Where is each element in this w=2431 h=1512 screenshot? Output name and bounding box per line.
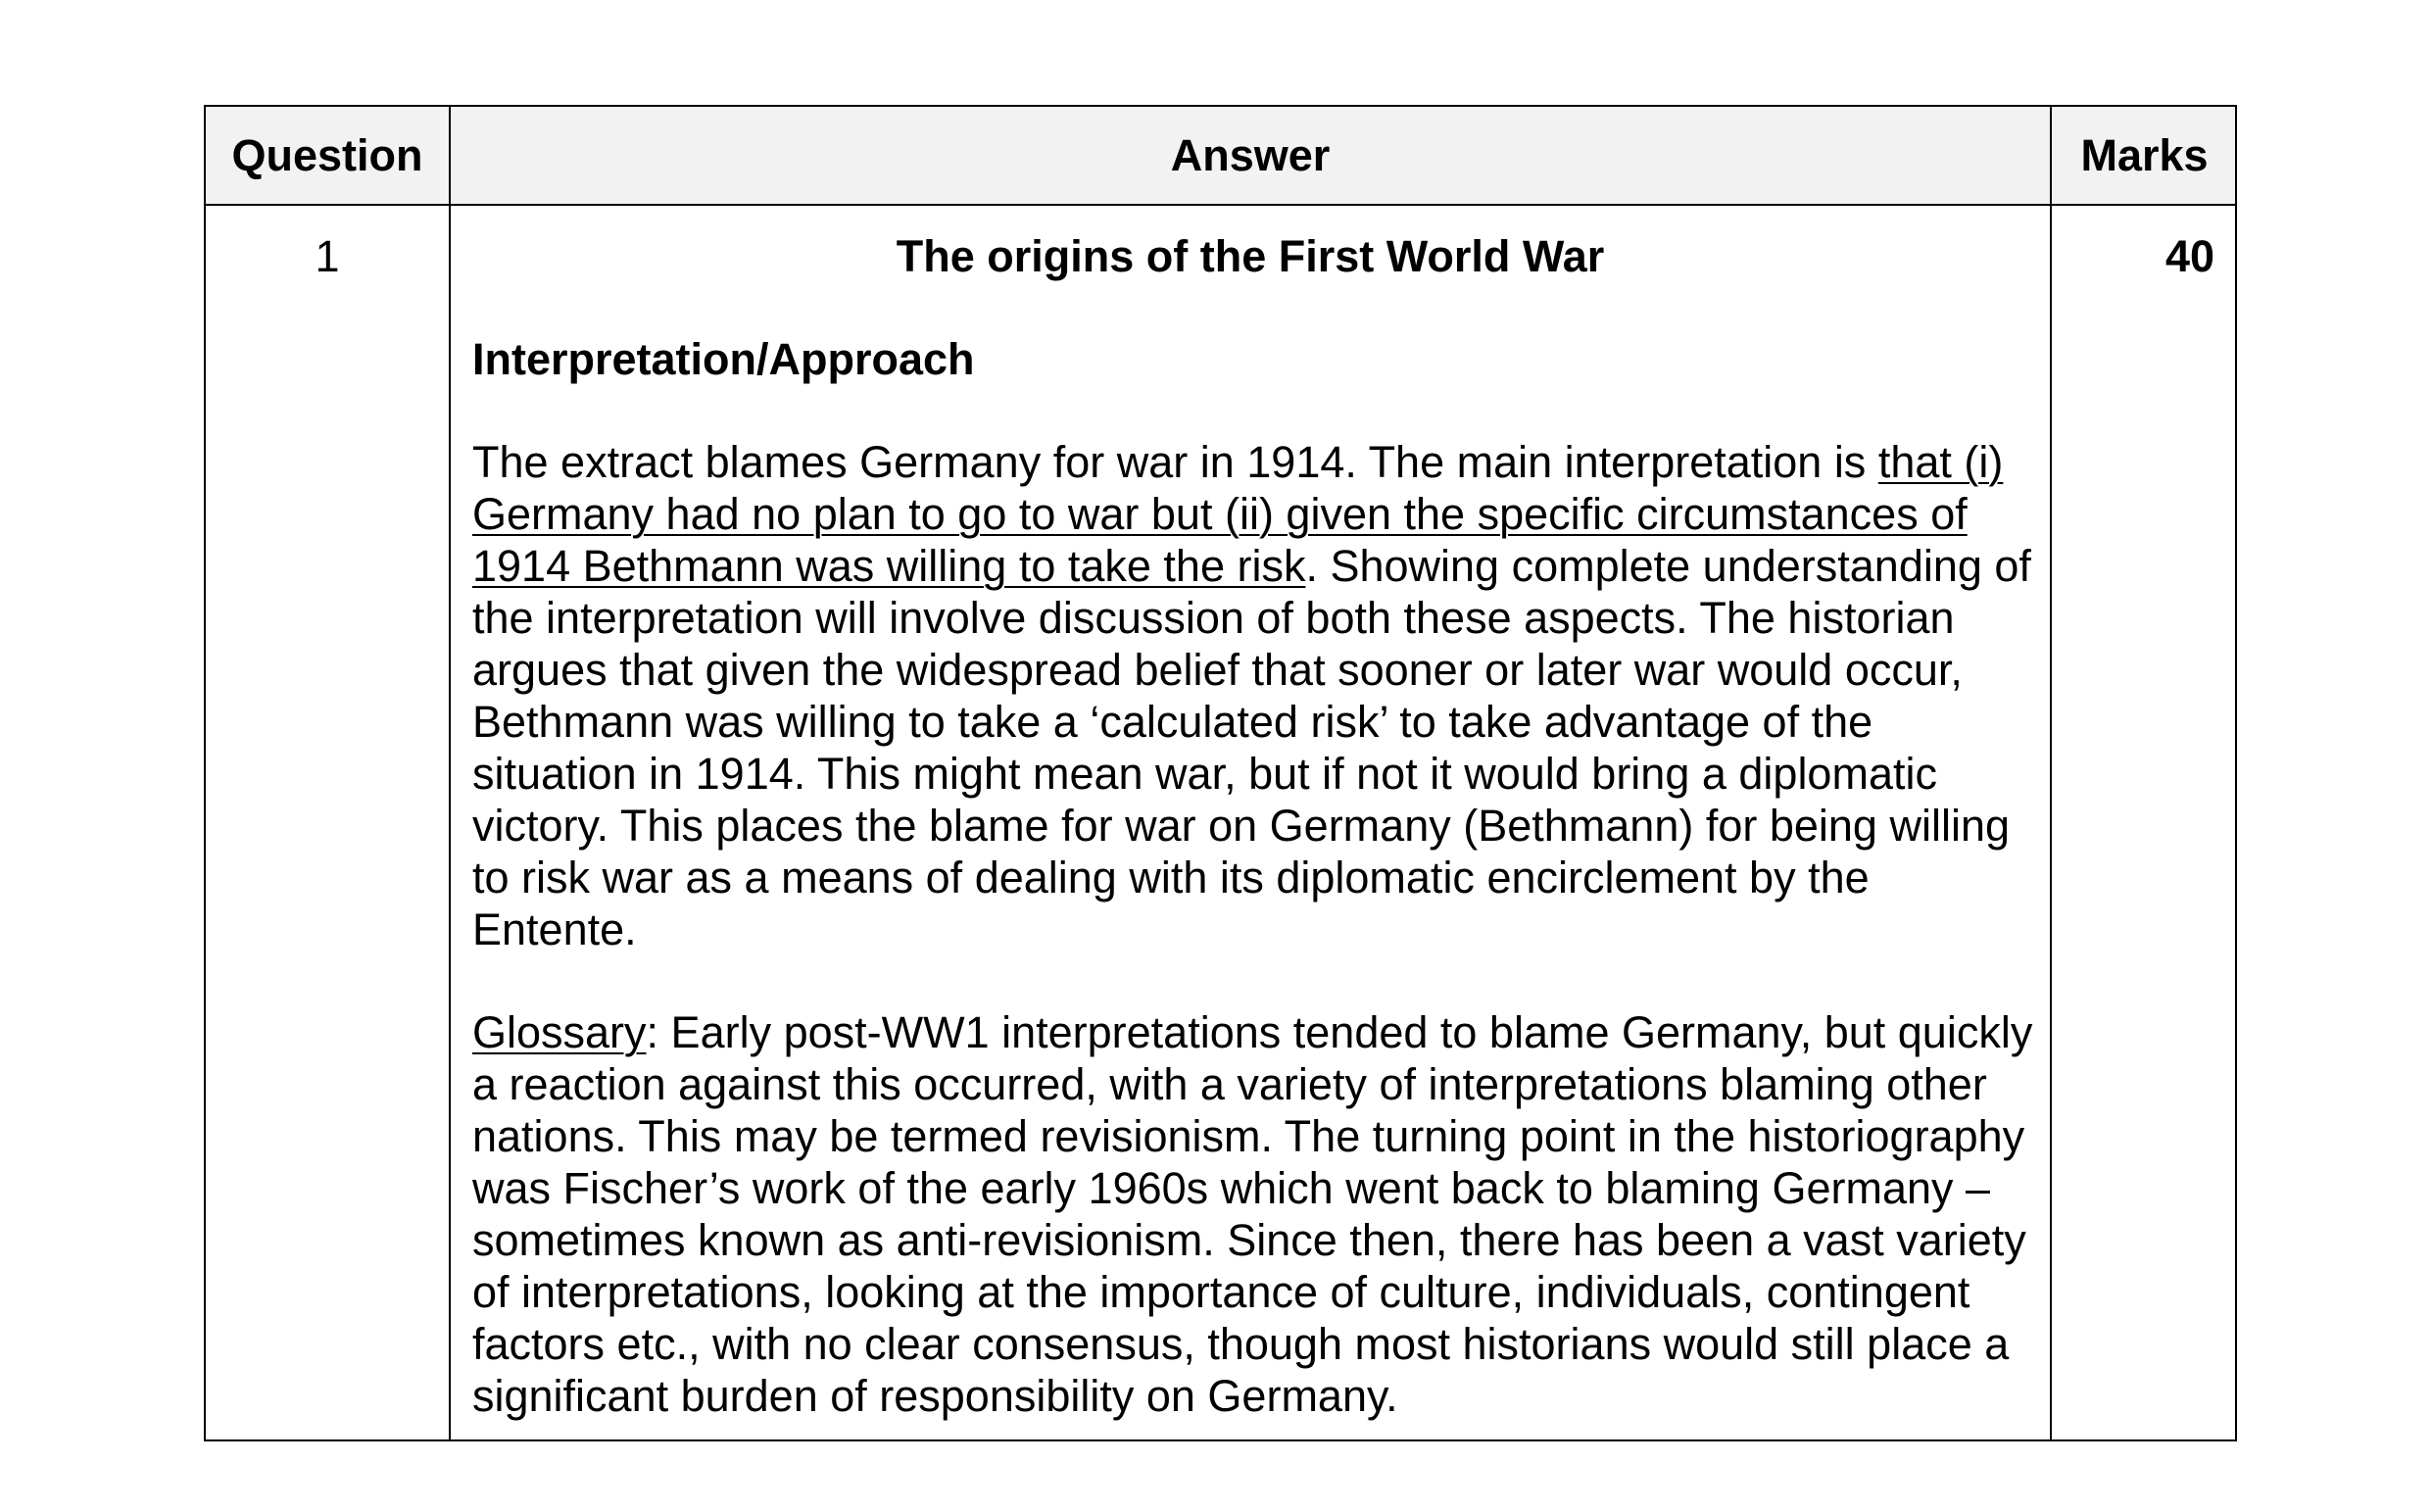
- column-divider: [449, 107, 451, 1439]
- interpretation-paragraph: [472, 436, 2040, 955]
- interpretation-rest: . Showing complete understanding of the interpretation will involve discussion of both these aspects. The historian argues that given the widespread belief that sooner or later war would occur, Bethmann was willing to take a ‘calculated risk’ to take advantage of the situation in 1914. This might mean war, but if not it would bring a diplomatic victory. This places the blame for war on Germany (Bethmann) for being willing to risk war as a means of dealing with its diplomatic encirclement by the Entente.: [472, 541, 2031, 954]
- glossary-text: : Early post-WW1 interpretations tended to blame Germany, but quickly a reaction against this occurred, with a variety of interpretations blaming other nations. This may be termed revisionism. The turning point in the historiography was Fischer’s work of the early 1960s which went back to blaming Germany – sometimes known as anti-revisionism. Since then, there has been a vast variety of interpretations, looking at the importance of culture, individuals, contingent factors etc., with no clear consensus, though most historians would still place a significant burden of responsibility on Germany.: [472, 1007, 2033, 1421]
- header-marks: Marks: [2080, 130, 2209, 180]
- question-number: 1: [315, 231, 340, 281]
- header-question: Question: [231, 130, 423, 180]
- interpretation-intro: The extract blames Germany for war in 1914. The main interpretation is: [472, 437, 1878, 487]
- mark-scheme-table: [204, 105, 2237, 1441]
- header-answer: Answer: [1170, 130, 1331, 180]
- column-divider: [2050, 107, 2052, 1439]
- glossary-label: Glossary: [472, 1007, 647, 1057]
- section-heading: Interpretation/Approach: [472, 334, 975, 384]
- answer-cell: [472, 230, 2040, 1422]
- marks-value: 40: [2164, 231, 2214, 281]
- glossary-paragraph: [472, 1006, 2040, 1422]
- answer-title: The origins of the First World War: [896, 231, 1605, 281]
- interpretation-underlined: that (i) Germany had no plan to go to war but (ii) given the specific circumstances of 1914 Bethmann was willing to take the risk: [472, 437, 2004, 591]
